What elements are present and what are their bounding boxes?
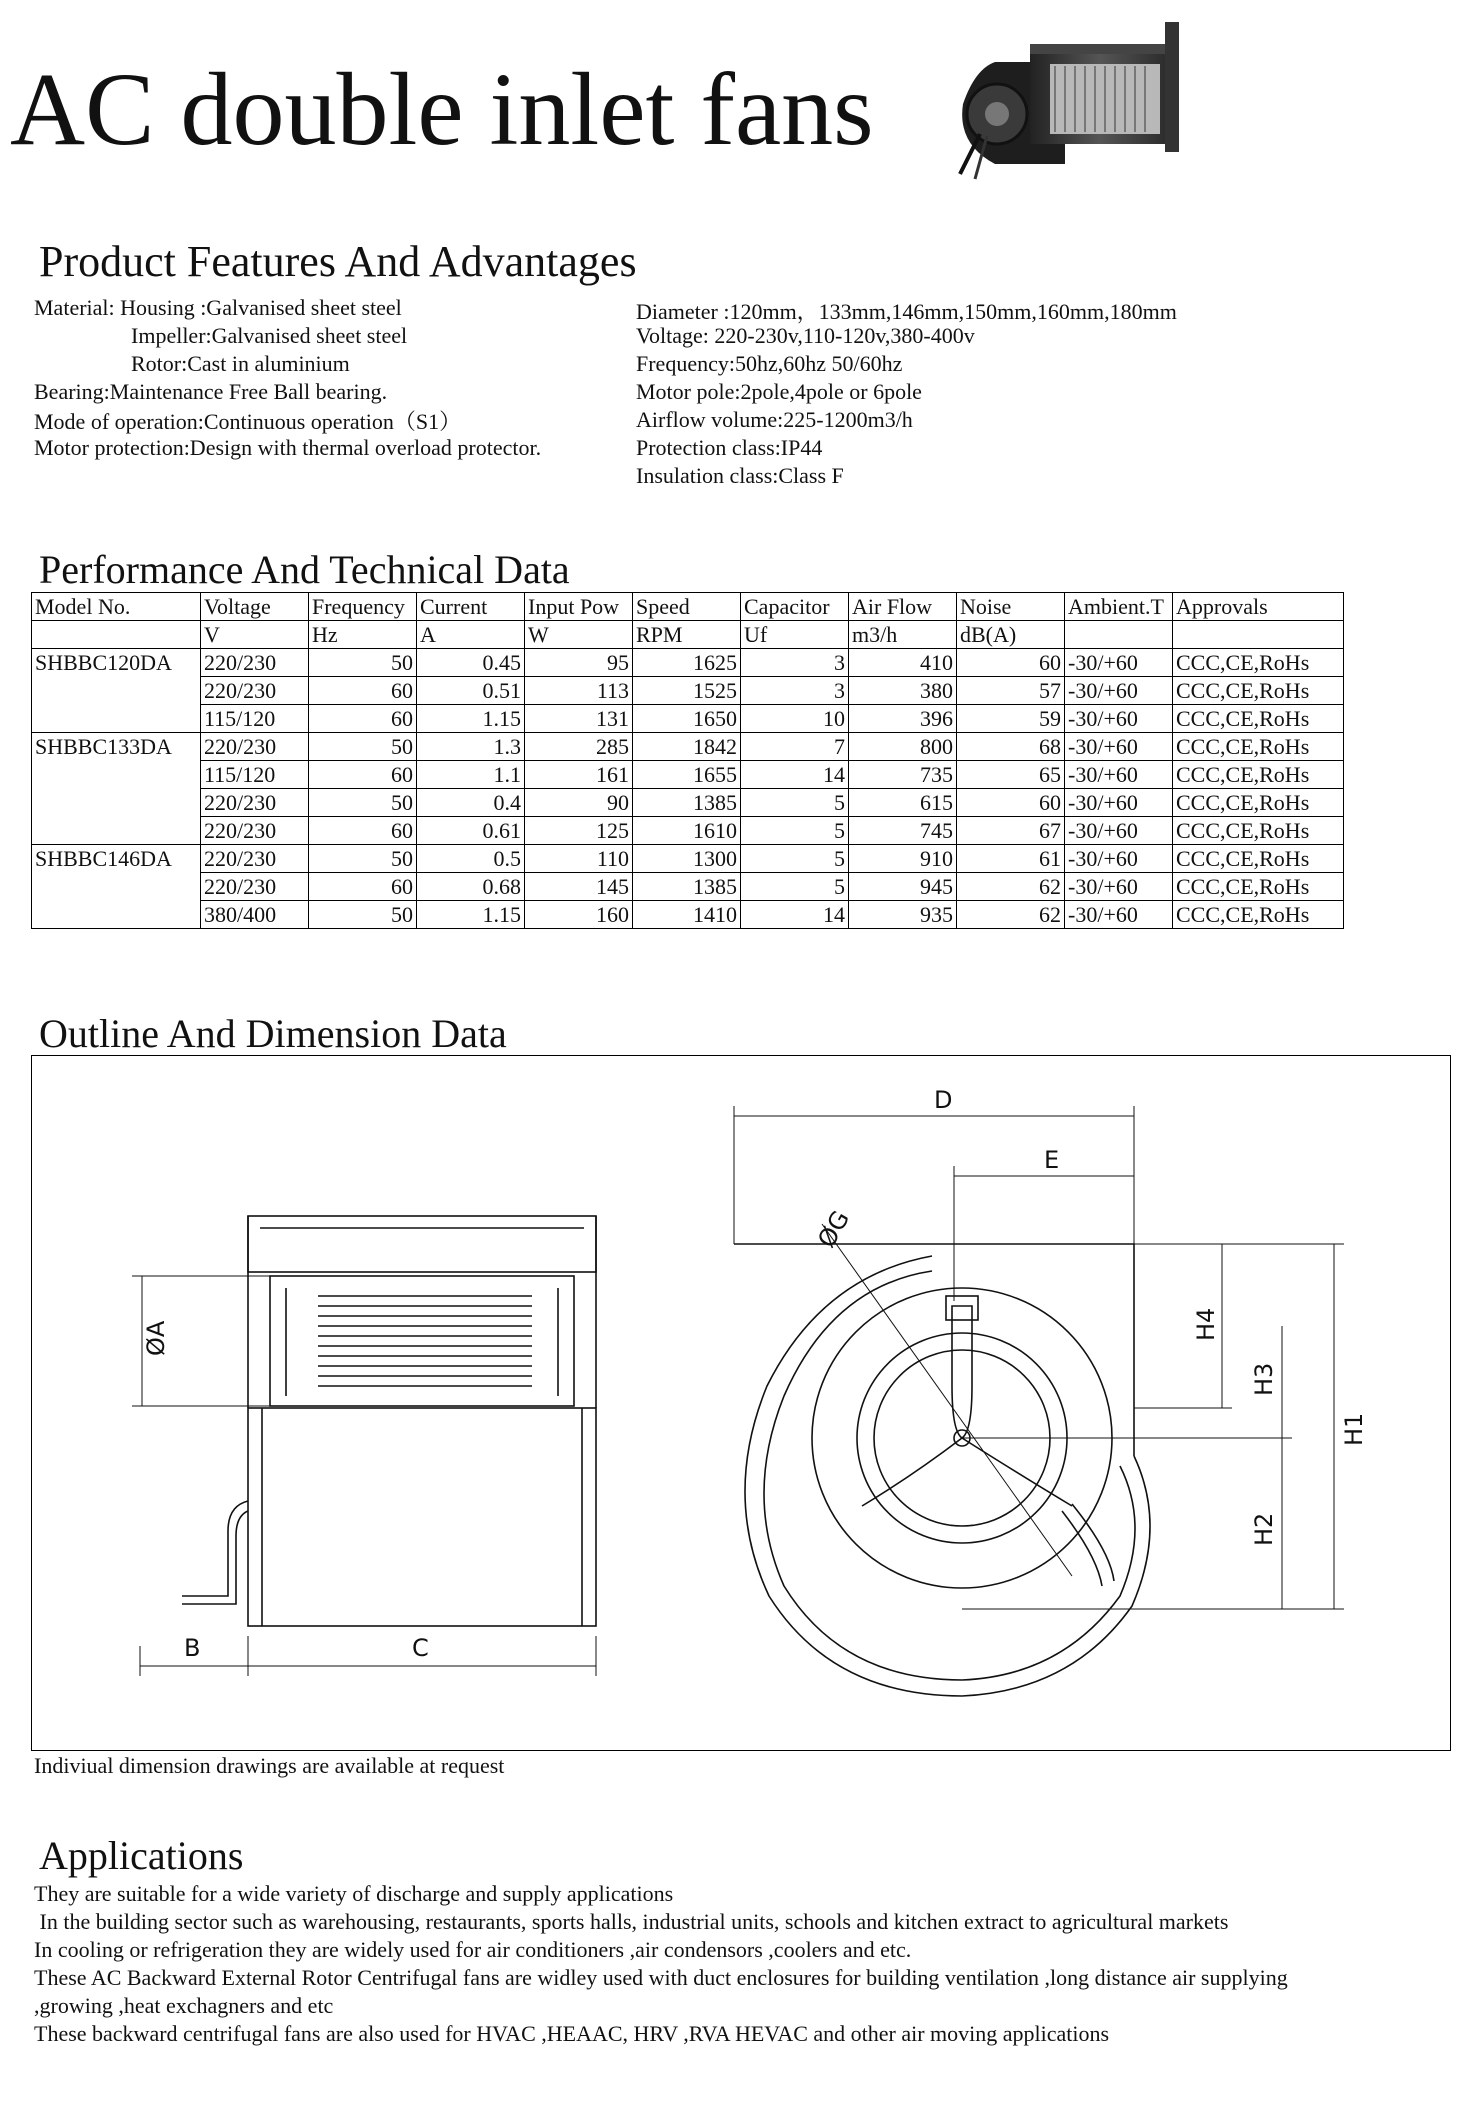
table-cell: 220/230	[201, 789, 309, 817]
table-header-cell: Hz	[309, 621, 417, 649]
table-cell: CCC,CE,RoHs	[1173, 873, 1344, 901]
table-cell: 67	[957, 817, 1065, 845]
feature-protection: Motor protection:Design with thermal overload protector.	[34, 435, 542, 460]
table-header-cell: Input Pow	[525, 593, 633, 621]
table-cell: SHBBC146DA	[32, 845, 201, 873]
table-cell: 7	[741, 733, 849, 761]
table-header-cell	[1065, 621, 1173, 649]
dim-label-h2: H2	[1250, 1512, 1278, 1546]
feature-impeller: Impeller:Galvanised sheet steel	[131, 323, 408, 348]
spec-frequency: Frequency:50hz,60hz 50/60hz	[636, 351, 903, 376]
table-cell	[32, 873, 201, 901]
dim-label-b: B	[184, 1634, 201, 1662]
table-cell: 1.15	[417, 705, 525, 733]
table-cell: 745	[849, 817, 957, 845]
table-cell: 131	[525, 705, 633, 733]
dim-label-h1: H1	[1340, 1412, 1368, 1446]
table-cell: 5	[741, 817, 849, 845]
table-cell: 220/230	[201, 817, 309, 845]
table-cell: 60	[309, 817, 417, 845]
table-row	[32, 817, 1344, 845]
table-row	[32, 761, 1344, 789]
table-cell: 1410	[633, 901, 741, 929]
table-cell: 1610	[633, 817, 741, 845]
table-cell: -30/+60	[1065, 789, 1173, 817]
table-row	[32, 901, 1344, 929]
table-cell: 62	[957, 901, 1065, 929]
table-cell: 410	[849, 649, 957, 677]
table-cell: CCC,CE,RoHs	[1173, 817, 1344, 845]
table-cell: 0.4	[417, 789, 525, 817]
table-header-cell: dB(A)	[957, 621, 1065, 649]
table-cell: CCC,CE,RoHs	[1173, 649, 1344, 677]
table-cell: -30/+60	[1065, 649, 1173, 677]
table-cell: 0.51	[417, 677, 525, 705]
spec-motor-pole: Motor pole:2pole,4pole or 6pole	[636, 379, 922, 404]
table-cell: 5	[741, 845, 849, 873]
table-header-cell: Model No.	[32, 593, 201, 621]
table-cell: 59	[957, 705, 1065, 733]
table-cell	[32, 817, 201, 845]
feature-mode: Mode of operation:Continuous operation（S1）	[34, 409, 462, 434]
page-title: AC double inlet fans	[10, 52, 874, 167]
table-cell: 60	[957, 649, 1065, 677]
table-header-cell: Voltage	[201, 593, 309, 621]
table-header-cell: Capacitor	[741, 593, 849, 621]
table-cell: SHBBC120DA	[32, 649, 201, 677]
table-cell: 68	[957, 733, 1065, 761]
table-cell: 3	[741, 677, 849, 705]
application-line: These AC Backward External Rotor Centrifugal fans are widley used with duct enclosures for building ventilation ,long distance air supplying	[34, 1965, 1288, 1990]
outline-heading: Outline And Dimension Data	[39, 1011, 507, 1056]
table-cell: 50	[309, 845, 417, 873]
table-row	[32, 705, 1344, 733]
front-view-outlet	[734, 1244, 1134, 1456]
table-cell	[32, 705, 201, 733]
spec-insulation-class: Insulation class:Class F	[636, 463, 844, 488]
table-cell: -30/+60	[1065, 733, 1173, 761]
table-cell	[32, 901, 201, 929]
table-header-cell: RPM	[633, 621, 741, 649]
application-line: In the building sector such as warehousing, restaurants, sports halls, industrial units, schools and kitchen extract to agricultural markets	[34, 1909, 1229, 1934]
table-cell: 10	[741, 705, 849, 733]
table-cell: 0.5	[417, 845, 525, 873]
table-cell: -30/+60	[1065, 873, 1173, 901]
table-header-cell: Uf	[741, 621, 849, 649]
feature-material: Material: Housing :Galvanised sheet steel	[34, 295, 402, 320]
table-cell: 110	[525, 845, 633, 873]
table-header-cell: Current	[417, 593, 525, 621]
table-cell	[32, 761, 201, 789]
table-cell: 1842	[633, 733, 741, 761]
table-cell: 285	[525, 733, 633, 761]
table-cell: 50	[309, 789, 417, 817]
dimension-drawing-frame	[31, 1055, 1451, 1751]
dim-label-g: ØG	[812, 1205, 856, 1253]
table-header-row	[32, 593, 1344, 621]
dim-label-c: C	[412, 1634, 429, 1662]
table-header-cell: W	[525, 621, 633, 649]
side-view-top-plate	[248, 1216, 596, 1272]
table-cell: -30/+60	[1065, 901, 1173, 929]
table-row	[32, 789, 1344, 817]
table-header-cell: Speed	[633, 593, 741, 621]
dim-label-h3: H3	[1250, 1362, 1278, 1396]
table-cell: 1655	[633, 761, 741, 789]
table-cell: 113	[525, 677, 633, 705]
table-cell: 50	[309, 901, 417, 929]
table-cell: 945	[849, 873, 957, 901]
table-cell: 1525	[633, 677, 741, 705]
table-cell: CCC,CE,RoHs	[1173, 761, 1344, 789]
feature-rotor: Rotor:Cast in aluminium	[131, 351, 350, 376]
table-cell: 50	[309, 649, 417, 677]
table-cell: -30/+60	[1065, 761, 1173, 789]
table-cell: 61	[957, 845, 1065, 873]
application-line: They are suitable for a wide variety of discharge and supply applications	[34, 1881, 674, 1906]
table-row	[32, 649, 1344, 677]
table-cell: 220/230	[201, 845, 309, 873]
table-cell: CCC,CE,RoHs	[1173, 789, 1344, 817]
table-cell: 1300	[633, 845, 741, 873]
table-cell: 0.61	[417, 817, 525, 845]
table-cell: -30/+60	[1065, 677, 1173, 705]
table-cell: 115/120	[201, 761, 309, 789]
table-cell: 14	[741, 761, 849, 789]
table-header-cell	[32, 621, 201, 649]
dim-label-a: ØA	[142, 1320, 170, 1356]
table-row	[32, 733, 1344, 761]
table-header-cell: Air Flow	[849, 593, 957, 621]
table-cell	[32, 789, 201, 817]
table-cell: 161	[525, 761, 633, 789]
table-cell: 380/400	[201, 901, 309, 929]
table-cell: 220/230	[201, 677, 309, 705]
table-cell: 160	[525, 901, 633, 929]
table-cell: 60	[309, 873, 417, 901]
table-row	[32, 873, 1344, 901]
table-cell: 1385	[633, 789, 741, 817]
table-header-cell: Ambient.T	[1065, 593, 1173, 621]
table-cell: 60	[309, 761, 417, 789]
spec-diameter: Diameter :120mm，133mm,146mm,150mm,160mm,180mm	[636, 299, 1177, 324]
table-cell: 60	[309, 705, 417, 733]
performance-table	[31, 592, 1344, 929]
table-cell: CCC,CE,RoHs	[1173, 901, 1344, 929]
table-cell: 396	[849, 705, 957, 733]
table-cell: 1650	[633, 705, 741, 733]
application-line: These backward centrifugal fans are also used for HVAC ,HEAAC, HRV ,RVA HEVAC and other air moving applications	[34, 2021, 1110, 2046]
applications-heading: Applications	[39, 1833, 244, 1878]
table-cell: 1625	[633, 649, 741, 677]
table-header-cell: m3/h	[849, 621, 957, 649]
table-header-row	[32, 621, 1344, 649]
table-cell: 735	[849, 761, 957, 789]
table-cell: 14	[741, 901, 849, 929]
spec-protection-class: Protection class:IP44	[636, 435, 823, 460]
application-line: ,growing ,heat exchagners and etc	[34, 1993, 334, 2018]
table-cell: CCC,CE,RoHs	[1173, 705, 1344, 733]
table-header-cell: Noise	[957, 593, 1065, 621]
table-cell: 220/230	[201, 873, 309, 901]
table-cell: 5	[741, 873, 849, 901]
table-cell: 115/120	[201, 705, 309, 733]
table-cell: 3	[741, 649, 849, 677]
table-cell: 125	[525, 817, 633, 845]
table-header-cell: A	[417, 621, 525, 649]
table-cell: 615	[849, 789, 957, 817]
table-cell: 90	[525, 789, 633, 817]
table-header-cell: Frequency	[309, 593, 417, 621]
table-cell: 220/230	[201, 649, 309, 677]
table-header-cell: Approvals	[1173, 593, 1344, 621]
dimension-drawing	[32, 1056, 1452, 1752]
table-cell: 57	[957, 677, 1065, 705]
table-row	[32, 677, 1344, 705]
table-cell: -30/+60	[1065, 845, 1173, 873]
application-line: In cooling or refrigeration they are widely used for air conditioners ,air condensors ,coolers and etc.	[34, 1937, 912, 1962]
table-cell	[32, 677, 201, 705]
table-cell: 380	[849, 677, 957, 705]
dim-label-d: D	[934, 1086, 953, 1114]
table-cell: 5	[741, 789, 849, 817]
table-cell: 0.45	[417, 649, 525, 677]
table-cell: 220/230	[201, 733, 309, 761]
table-cell: 95	[525, 649, 633, 677]
fan-product-photo	[935, 14, 1185, 190]
feature-bearing: Bearing:Maintenance Free Ball bearing.	[34, 379, 388, 404]
table-cell: -30/+60	[1065, 705, 1173, 733]
table-cell: 1.15	[417, 901, 525, 929]
table-cell: 1.1	[417, 761, 525, 789]
table-cell: CCC,CE,RoHs	[1173, 733, 1344, 761]
table-cell: 65	[957, 761, 1065, 789]
table-cell: SHBBC133DA	[32, 733, 201, 761]
table-cell: 910	[849, 845, 957, 873]
table-cell: CCC,CE,RoHs	[1173, 845, 1344, 873]
dimension-note: Indiviual dimension drawings are available at request	[34, 1753, 505, 1778]
table-row	[32, 845, 1344, 873]
table-header-cell	[1173, 621, 1344, 649]
table-cell: 60	[957, 789, 1065, 817]
performance-heading: Performance And Technical Data	[39, 547, 570, 592]
table-cell: CCC,CE,RoHs	[1173, 677, 1344, 705]
table-cell: 1385	[633, 873, 741, 901]
spec-airflow: Airflow volume:225-1200m3/h	[636, 407, 913, 432]
table-cell: 62	[957, 873, 1065, 901]
side-view-scroll-body	[248, 1408, 596, 1626]
features-heading: Product Features And Advantages	[39, 237, 637, 286]
table-cell: 0.68	[417, 873, 525, 901]
table-cell: 935	[849, 901, 957, 929]
table-cell: 60	[309, 677, 417, 705]
table-cell: 1.3	[417, 733, 525, 761]
table-cell: 50	[309, 733, 417, 761]
table-cell: 800	[849, 733, 957, 761]
table-cell: -30/+60	[1065, 817, 1173, 845]
spec-voltage: Voltage: 220-230v,110-120v,380-400v	[636, 323, 975, 348]
dim-label-e: E	[1044, 1146, 1060, 1174]
dim-label-h4: H4	[1192, 1307, 1220, 1341]
table-header-cell: V	[201, 621, 309, 649]
table-cell: 145	[525, 873, 633, 901]
